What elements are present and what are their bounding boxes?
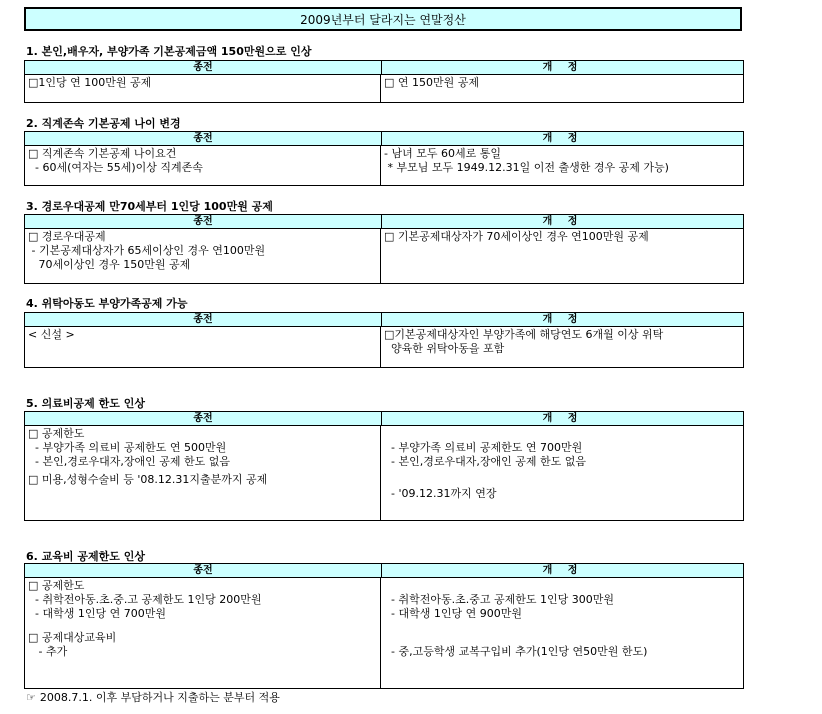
header-after: 개 정: [542, 564, 584, 576]
cell-line: 70세이상인 경우 150만원 공제: [28, 258, 191, 271]
before-cell: [25, 578, 381, 688]
cell-line: - 중,고등학생 교복구입비 추가(1인당 연50만원 한도): [384, 645, 648, 658]
section-1-title: 1. 본인,배우자, 부양가족 기본공제금액 150만원으로 인상: [26, 45, 312, 58]
cell-spacer: [384, 427, 740, 441]
after-cell: [381, 75, 743, 102]
section-3-table: [24, 214, 744, 284]
cell-line: - 부양가족 의료비 공제한도 연 500만원: [28, 441, 227, 454]
cell-line: □ 미용,성형수술비 등 '08.12.31지출분까지 공제: [28, 473, 268, 486]
cell-line: - 본인,경로우대자,장애인 공제 한도 없음: [28, 455, 230, 468]
footnote-text: 2008.7.1. 이후 부담하거나 지출하는 분부터 적용: [39, 691, 280, 704]
before-cell: [25, 327, 381, 367]
pointing-hand-icon: ☞: [26, 691, 36, 704]
cell-spacer: [384, 621, 740, 645]
section-1-table: [24, 60, 744, 103]
cell-line: - 남녀 모두 60세로 통일: [384, 147, 501, 160]
page-title: 2009년부터 달라지는 연말정산: [24, 7, 742, 31]
cell-line: < 신설 >: [28, 328, 75, 341]
section-6-table: [24, 563, 744, 689]
cell-line: - 부양가족 의료비 공제한도 연 700만원: [384, 441, 583, 454]
before-cell: [25, 426, 381, 520]
header-before: 종전: [25, 564, 382, 577]
table-header: [25, 215, 743, 229]
after-cell: [381, 229, 743, 283]
header-after: 개 정: [542, 61, 584, 73]
cell-line: □ 공제한도: [28, 427, 85, 440]
cell-line: □ 경로우대공제: [28, 230, 106, 243]
header-after: 개 정: [542, 313, 584, 325]
before-cell: [25, 146, 381, 185]
before-cell: [25, 229, 381, 283]
table-header: [25, 61, 743, 75]
section-2-table: [24, 131, 744, 186]
section-4-title: 4. 위탁아동도 부양가족공제 가능: [26, 297, 188, 310]
table-header: [25, 412, 743, 426]
cell-line: - 대학생 1인당 연 900만원: [384, 607, 522, 620]
cell-line: - 취학전아동.초.중.고 공제한도 1인당 200만원: [28, 593, 262, 606]
cell-line: □ 연 150만원 공제: [384, 76, 480, 89]
footnote: [26, 689, 280, 705]
cell-line: 양육한 위탁아동을 포함: [384, 342, 505, 355]
cell-line: □1인당 연 100만원 공제: [28, 76, 152, 89]
section-5-table: [24, 411, 744, 521]
header-after: 개 정: [542, 215, 584, 227]
header-before: 종전: [25, 412, 382, 425]
cell-line: □ 공제대상교육비: [28, 631, 117, 644]
header-after: 개 정: [542, 412, 584, 424]
section-5-title: 5. 의료비공제 한도 인상: [26, 397, 145, 410]
section-4-table: [24, 312, 744, 368]
cell-line: □ 기본공제대상자가 70세이상인 경우 연100만원 공제: [384, 230, 649, 243]
after-cell: [381, 146, 743, 185]
section-2-title: 2. 직계존속 기본공제 나이 변경: [26, 117, 181, 130]
header-before: 종전: [25, 132, 382, 145]
cell-line: □ 공제한도: [28, 579, 85, 592]
header-before: 종전: [25, 313, 382, 326]
cell-spacer: [28, 621, 377, 631]
cell-spacer: [384, 469, 740, 487]
cell-line: □ 직계존속 기본공제 나이요건: [28, 147, 177, 160]
before-cell: [25, 75, 381, 102]
cell-line: - 취학전아동.초.중고 공제한도 1인당 300만원: [384, 593, 614, 606]
after-cell: [381, 426, 743, 520]
cell-line: - 본인,경로우대자,장애인 공제 한도 없음: [384, 455, 586, 468]
cell-line: - 대학생 1인당 연 700만원: [28, 607, 166, 620]
cell-line: - '09.12.31까지 연장: [384, 487, 497, 500]
cell-line: * 부모님 모두 1949.12.31일 이전 출생한 경우 공제 가능): [384, 161, 669, 174]
table-header: [25, 564, 743, 578]
cell-line: - 추가: [28, 645, 68, 658]
header-before: 종전: [25, 61, 382, 74]
cell-line: - 기본공제대상자가 65세이상인 경우 연100만원: [28, 244, 266, 257]
header-after: 개 정: [542, 132, 584, 144]
section-6-title: 6. 교육비 공제한도 인상: [26, 550, 145, 563]
after-cell: [381, 327, 743, 367]
table-header: [25, 313, 743, 327]
cell-spacer: [384, 579, 740, 593]
table-header: [25, 132, 743, 146]
after-cell: [381, 578, 743, 688]
cell-line: - 60세(여자는 55세)이상 직계존속: [28, 161, 203, 174]
cell-line: □기본공제대상자인 부양가족에 해당연도 6개월 이상 위탁: [384, 328, 664, 341]
header-before: 종전: [25, 215, 382, 228]
section-3-title: 3. 경로우대공제 만70세부터 1인당 100만원 공제: [26, 200, 273, 213]
